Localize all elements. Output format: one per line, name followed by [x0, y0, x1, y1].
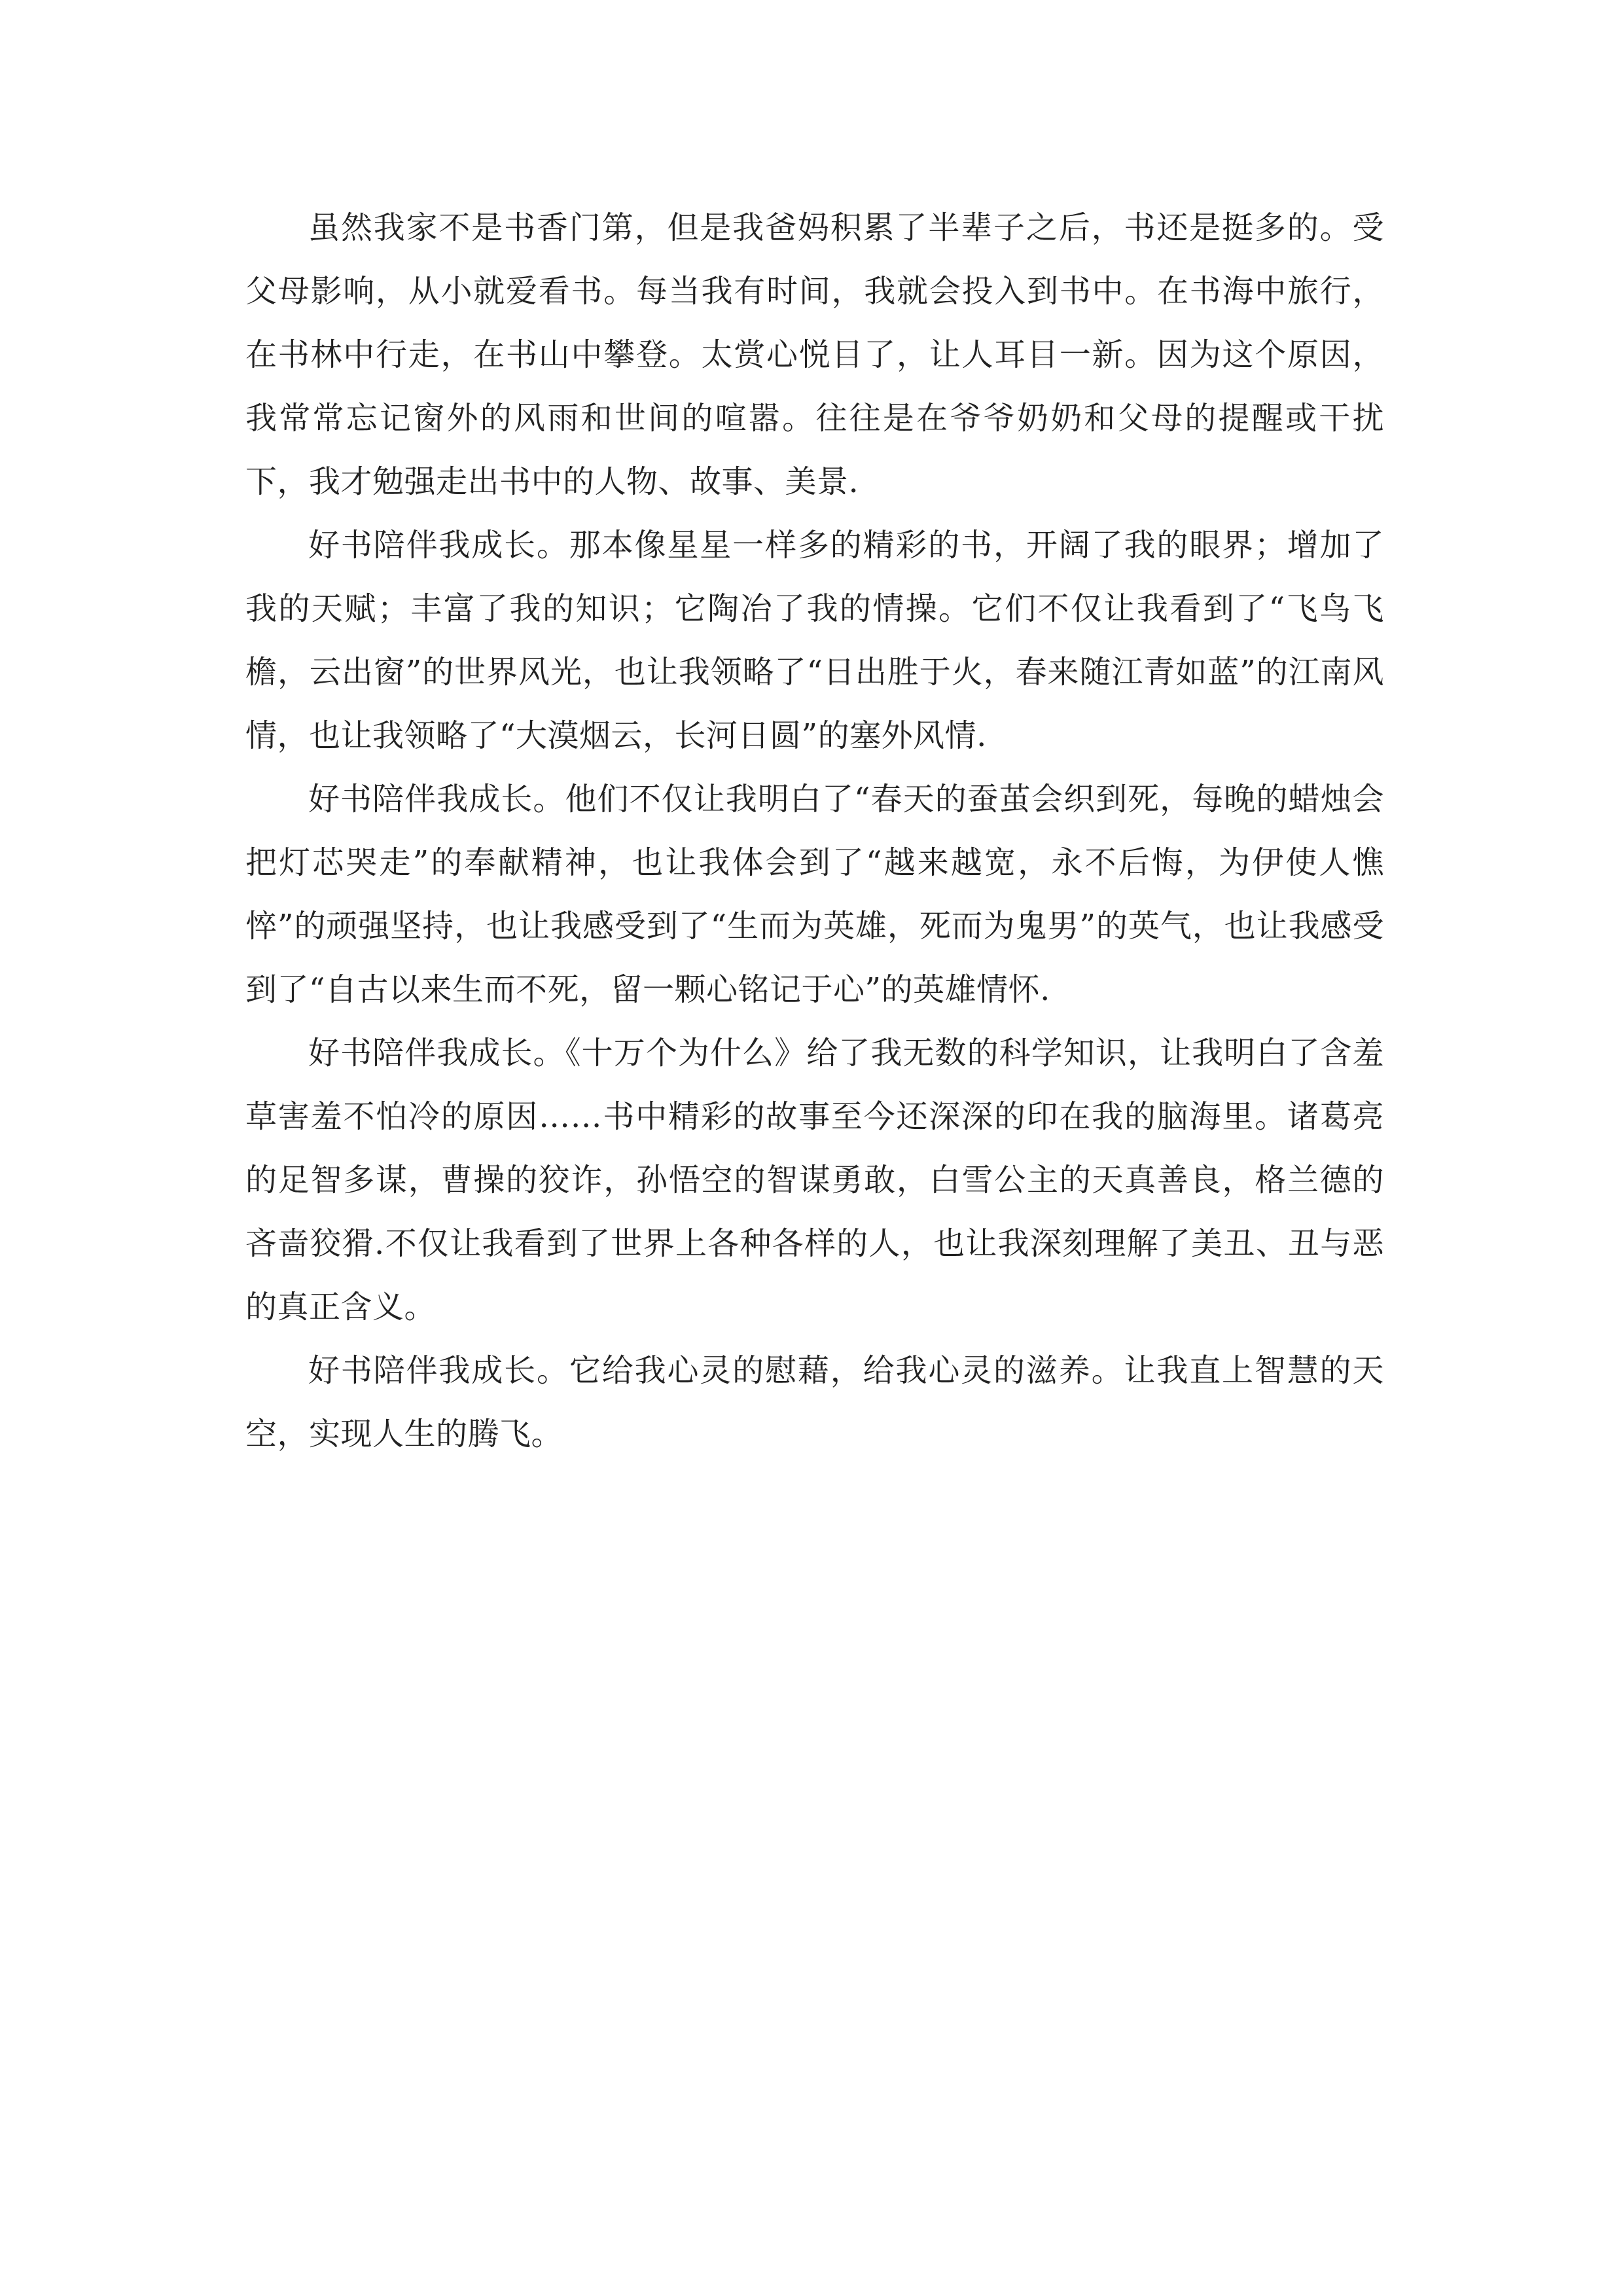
paragraph-2: 好书陪伴我成长。那本像星星一样多的精彩的书，开阔了我的眼界；增加了我的天赋；丰富了我的知识；它陶冶了我的情操。它们不仅让我看到了“飞鸟飞檐，云出窗”的世界风光，也让我领略了“日出胜于火，春来随江青如蓝”的江南风情，也让我领略了“大漠烟云，长河日圆”的塞外风情.: [245, 527, 1384, 754]
essay-body: [245, 196, 1384, 1466]
paragraph-1: 虽然我家不是书香门第，但是我爸妈积累了半辈子之后，书还是挺多的。受父母影响，从小就爱看书。每当我有时间，我就会投入到书中。在书海中旅行，在书林中行走，在书山中攀登。太赏心悦目了，让人耳目一新。因为这个原因，我常常忘记窗外的风雨和世间的喧嚣。往往是在爷爷奶奶和父母的提醒或干扰下，我才勉强走出书中的人物、故事、美景.: [245, 209, 1384, 500]
paragraph-4: 好书陪伴我成长。《十万个为什么》给了我无数的科学知识，让我明白了含羞草害羞不怕冷的原因……书中精彩的故事至今还深深的印在我的脑海里。诸葛亮的足智多谋，曹操的狡诈，孙悟空的智谋勇敢，白雪公主的天真善良，格兰德的吝啬狡猾.不仅让我看到了世界上各种各样的人，也让我深刻理解了美丑、丑与恶的真正含义。: [245, 1035, 1384, 1325]
paragraph-3: 好书陪伴我成长。他们不仅让我明白了“春天的蚕茧会织到死，每晚的蜡烛会把灯芯哭走”的奉献精神，也让我体会到了“越来越宽，永不后悔，为伊使人憔悴”的顽强坚持，也让我感受到了“生而为英雄，死而为鬼男”的英气，也让我感受到了“自古以来生而不死，留一颗心铭记于心”的英雄情怀.: [245, 781, 1384, 1008]
paragraph-5: 好书陪伴我成长。它给我心灵的慰藉，给我心灵的滋养。让我直上智慧的天空，实现人生的腾飞。: [245, 1352, 1384, 1452]
